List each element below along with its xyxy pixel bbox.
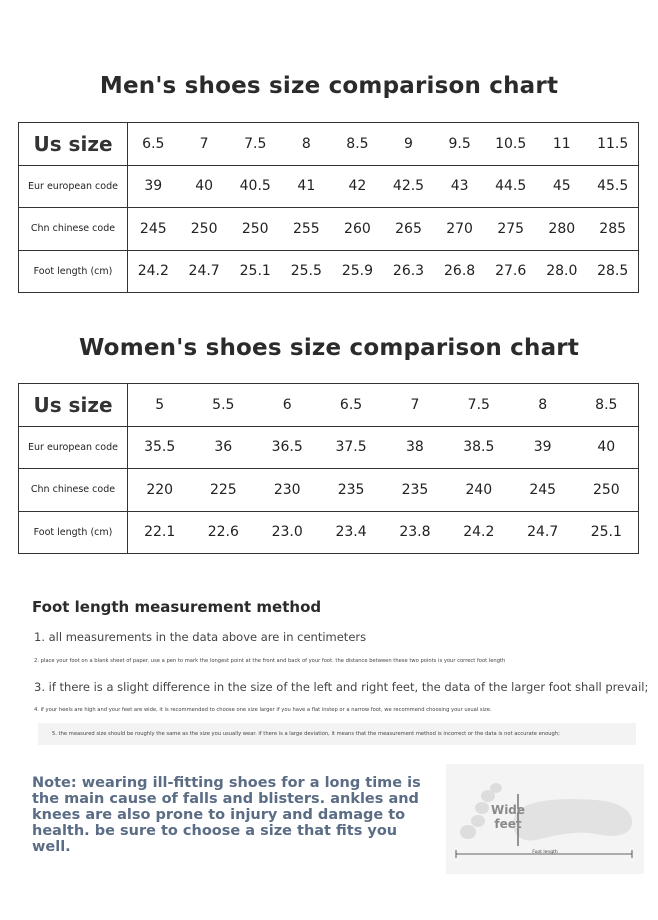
table-cell: 8: [281, 123, 332, 166]
fit-note: Note: wearing ill-fitting shoes for a long time is the main cause of falls and blisters. ankles and knees are also prone to injury and damage to health. be sure to choose a size that fits you well.: [32, 775, 421, 855]
table-cell: 39: [511, 426, 575, 469]
table-cell: 38.5: [447, 426, 511, 469]
table-cell: 38: [383, 426, 447, 469]
footprint-icon: [446, 764, 644, 874]
wide-feet-label: Wide feet: [490, 803, 526, 831]
row-label: Eur european code: [19, 426, 128, 469]
table-cell: 22.6: [191, 511, 255, 554]
row-label: Foot length (cm): [19, 250, 128, 293]
table-cell: 230: [255, 469, 319, 512]
table-cell: 9.5: [434, 123, 485, 166]
table-cell: 22.1: [128, 511, 192, 554]
table-cell: 25.9: [332, 250, 383, 293]
table-cell: 45.5: [587, 165, 638, 208]
table-row: [19, 426, 639, 469]
table-cell: 25.1: [575, 511, 639, 554]
table-cell: 7: [179, 123, 230, 166]
table-cell: 44.5: [485, 165, 536, 208]
table-cell: 23.0: [255, 511, 319, 554]
men-size-table: [18, 122, 639, 293]
table-cell: 250: [575, 469, 639, 512]
table-row: [19, 208, 639, 251]
table-row: [19, 384, 639, 427]
table-cell: 250: [230, 208, 281, 251]
women-size-table: [18, 383, 639, 554]
table-cell: 28.0: [536, 250, 587, 293]
table-cell: 255: [281, 208, 332, 251]
row-label: Eur european code: [19, 165, 128, 208]
table-cell: 8.5: [575, 384, 639, 427]
table-cell: 43: [434, 165, 485, 208]
method-step-3: 3. if there is a slight difference in the size of the left and right feet, the data of the larger foot shall prevail;: [34, 680, 649, 694]
table-cell: 24.7: [511, 511, 575, 554]
women-chart-title: Women's shoes size comparison chart: [78, 335, 580, 361]
row-label: Us size: [19, 384, 128, 427]
row-label: Chn chinese code: [19, 469, 128, 512]
table-cell: 25.1: [230, 250, 281, 293]
table-cell: 23.8: [383, 511, 447, 554]
row-label: Us size: [19, 123, 128, 166]
method-step-4: 4. if your heels are high and your feet are wide, it is recommended to choose one size larger if you have a flat instep or a narrow foot, we recommend choosing your usual size.: [34, 707, 492, 713]
table-cell: 24.7: [179, 250, 230, 293]
table-cell: 37.5: [319, 426, 383, 469]
method-step-2: 2. place your foot on a blank sheet of paper. use a pen to mark the longest point at the front and back of your foot. the distance between these two points is your correct foot length: [34, 658, 506, 664]
table-cell: 45: [536, 165, 587, 208]
table-cell: 23.4: [319, 511, 383, 554]
table-cell: 7.5: [230, 123, 281, 166]
table-row: [19, 511, 639, 554]
table-cell: 39: [128, 165, 179, 208]
table-row: [19, 250, 639, 293]
table-cell: 5.5: [191, 384, 255, 427]
table-cell: 9: [383, 123, 434, 166]
table-cell: 6.5: [128, 123, 179, 166]
table-cell: 36: [191, 426, 255, 469]
table-cell: 40.5: [230, 165, 281, 208]
table-cell: 25.5: [281, 250, 332, 293]
table-cell: 235: [319, 469, 383, 512]
table-cell: 35.5: [128, 426, 192, 469]
table-cell: 8.5: [332, 123, 383, 166]
table-cell: 28.5: [587, 250, 638, 293]
table-cell: 42: [332, 165, 383, 208]
table-cell: 26.3: [383, 250, 434, 293]
table-cell: 10.5: [485, 123, 536, 166]
table-cell: 24.2: [447, 511, 511, 554]
row-label: Chn chinese code: [19, 208, 128, 251]
table-cell: 235: [383, 469, 447, 512]
table-cell: 250: [179, 208, 230, 251]
method-title: Foot length measurement method: [32, 598, 322, 616]
table-cell: 11: [536, 123, 587, 166]
men-chart-title: Men's shoes size comparison chart: [99, 73, 559, 99]
method-step-1: 1. all measurements in the data above are in centimeters: [34, 630, 367, 644]
table-cell: 275: [485, 208, 536, 251]
table-row: [19, 123, 639, 166]
table-cell: 36.5: [255, 426, 319, 469]
table-cell: 40: [179, 165, 230, 208]
table-cell: 225: [191, 469, 255, 512]
method-step-5: 5. the measured size should be roughly the same as the size you usually wear. if there is a large deviation, it means that the measurement method is incorrect or the data is not accurate enough;: [52, 731, 560, 737]
table-cell: 7: [383, 384, 447, 427]
table-cell: 6.5: [319, 384, 383, 427]
table-row: [19, 165, 639, 208]
table-cell: 260: [332, 208, 383, 251]
table-cell: 40: [575, 426, 639, 469]
table-cell: 245: [511, 469, 575, 512]
table-cell: 7.5: [447, 384, 511, 427]
table-cell: 220: [128, 469, 192, 512]
table-cell: 6: [255, 384, 319, 427]
table-cell: 24.2: [128, 250, 179, 293]
table-cell: 240: [447, 469, 511, 512]
table-cell: 41: [281, 165, 332, 208]
foot-length-label: Foot length: [532, 850, 558, 855]
table-cell: 26.8: [434, 250, 485, 293]
foot-diagram: [446, 764, 644, 874]
table-cell: 270: [434, 208, 485, 251]
table-cell: 245: [128, 208, 179, 251]
table-cell: 11.5: [587, 123, 638, 166]
table-cell: 42.5: [383, 165, 434, 208]
table-cell: 265: [383, 208, 434, 251]
table-row: [19, 469, 639, 512]
table-cell: 285: [587, 208, 638, 251]
table-cell: 280: [536, 208, 587, 251]
table-cell: 27.6: [485, 250, 536, 293]
table-cell: 5: [128, 384, 192, 427]
row-label: Foot length (cm): [19, 511, 128, 554]
table-cell: 8: [511, 384, 575, 427]
